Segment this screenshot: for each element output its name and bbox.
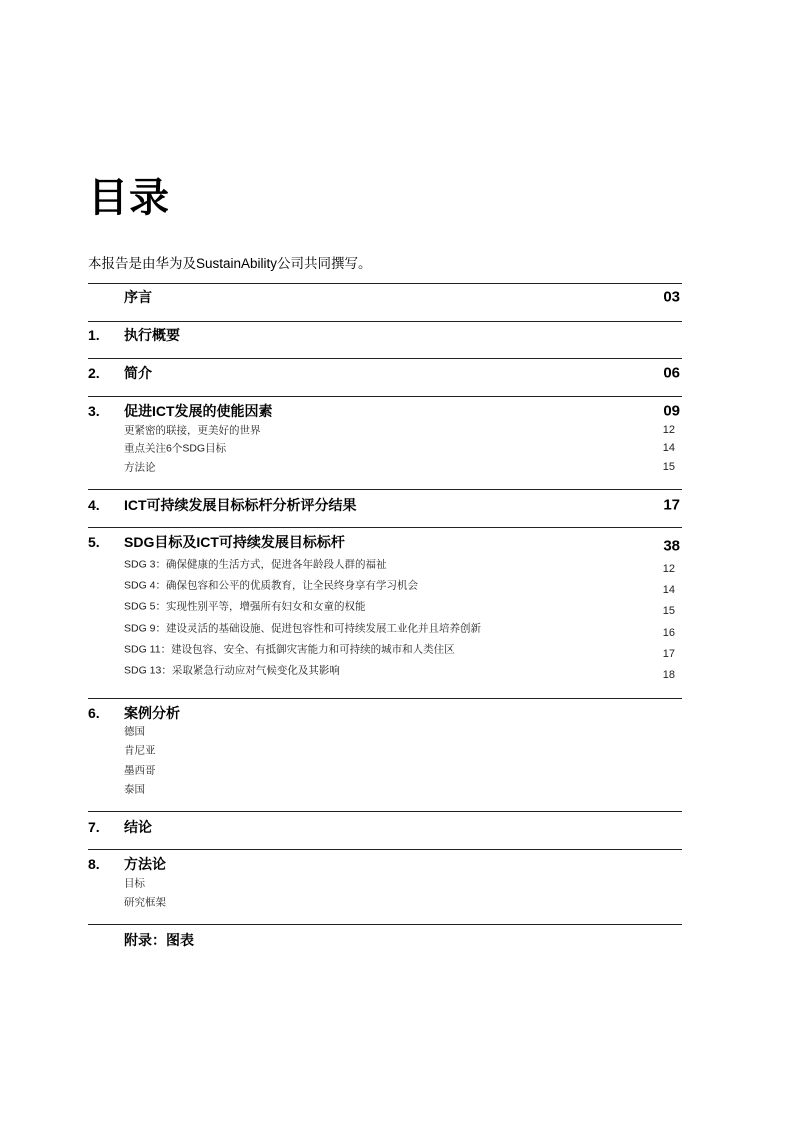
toc-entry-page[interactable]: 09 xyxy=(663,402,680,420)
section-number: 1. xyxy=(88,327,100,343)
section-number: 4. xyxy=(88,497,100,513)
divider xyxy=(88,811,682,812)
toc-subentry-title[interactable]: 墨西哥 xyxy=(124,764,156,777)
toc-entry-title[interactable]: 执行概要 xyxy=(124,327,180,343)
toc-subentry-title[interactable]: 目标 xyxy=(124,877,145,890)
toc-entry-page[interactable]: 38 xyxy=(663,537,680,555)
divider xyxy=(88,283,682,284)
section-number: 2. xyxy=(88,365,100,381)
divider xyxy=(88,527,682,528)
section-number: 6. xyxy=(88,705,100,721)
toc-subentry-title[interactable]: SDG 9：建设灵活的基础设施、促进包容性和可持续发展工业化并且培养创新 xyxy=(124,622,482,635)
divider xyxy=(88,849,682,850)
toc-subentry-title[interactable]: 研究框架 xyxy=(124,896,166,909)
page-title: 目录 xyxy=(88,176,170,220)
toc-entry-title[interactable]: 案例分析 xyxy=(124,705,180,721)
toc-entry-title[interactable]: 附录：图表 xyxy=(124,932,194,948)
toc-entry-title[interactable]: 简介 xyxy=(124,365,152,381)
section-number: 8. xyxy=(88,856,100,872)
toc-subentry-title[interactable]: 更紧密的联接，更美好的世界 xyxy=(124,424,261,437)
toc-subentry-title[interactable]: SDG 13：采取紧急行动应对气候变化及其影响 xyxy=(124,664,340,677)
section-number: 7. xyxy=(88,819,100,835)
toc-entry-page[interactable]: 03 xyxy=(663,288,680,306)
toc-subentry-title[interactable]: SDG 3：确保健康的生活方式，促进各年龄段人群的福祉 xyxy=(124,558,387,571)
toc-entry-title[interactable]: 序言 xyxy=(124,289,152,305)
toc-entry-page[interactable]: 17 xyxy=(663,496,680,514)
toc-subentry-page[interactable]: 15 xyxy=(662,461,675,473)
divider xyxy=(88,489,682,490)
toc-entry-title[interactable]: 方法论 xyxy=(124,856,166,872)
section-number: 5. xyxy=(88,534,100,550)
toc-subentry-page[interactable]: 17 xyxy=(662,648,675,660)
divider xyxy=(88,924,682,925)
toc-entry-page[interactable]: 06 xyxy=(663,364,680,382)
toc-entry-title[interactable]: ICT可持续发展目标标杆分析评分结果 xyxy=(124,497,357,513)
toc-subentry-title[interactable]: 方法论 xyxy=(124,461,156,474)
divider xyxy=(88,321,682,322)
toc-subentry-title[interactable]: SDG 5：实现性别平等，增强所有妇女和女童的权能 xyxy=(124,600,366,613)
toc-subentry-title[interactable]: 德国 xyxy=(124,725,145,738)
toc-entry-title[interactable]: SDG目标及ICT可持续发展目标标杆 xyxy=(124,534,345,550)
toc-subentry-page[interactable]: 14 xyxy=(662,442,675,454)
toc-subentry-page[interactable]: 12 xyxy=(662,563,675,575)
toc-subentry-title[interactable]: SDG 4：确保包容和公平的优质教育，让全民终身享有学习机会 xyxy=(124,579,419,592)
toc-entry-title[interactable]: 促进ICT发展的使能因素 xyxy=(124,403,273,419)
divider xyxy=(88,358,682,359)
toc-subentry-title[interactable]: 重点关注6个SDG目标 xyxy=(124,442,227,455)
divider xyxy=(88,396,682,397)
toc-subentry-page[interactable]: 14 xyxy=(662,584,675,596)
section-number: 3. xyxy=(88,403,100,419)
toc-subentry-title[interactable]: 泰国 xyxy=(124,783,145,796)
intro-text: 本报告是由华为及SustainAbility公司共同撰写。 xyxy=(88,256,372,271)
toc-subentry-page[interactable]: 16 xyxy=(662,627,675,639)
toc-subentry-title[interactable]: SDG 11：建设包容、安全、有抵御灾害能力和可持续的城市和人类住区 xyxy=(124,643,455,656)
toc-subentry-page[interactable]: 15 xyxy=(662,605,675,617)
toc-subentry-page[interactable]: 12 xyxy=(662,424,675,436)
divider xyxy=(88,698,682,699)
toc-subentry-title[interactable]: 肯尼亚 xyxy=(124,744,156,757)
toc-entry-title[interactable]: 结论 xyxy=(124,819,152,835)
toc-subentry-page[interactable]: 18 xyxy=(662,669,675,681)
